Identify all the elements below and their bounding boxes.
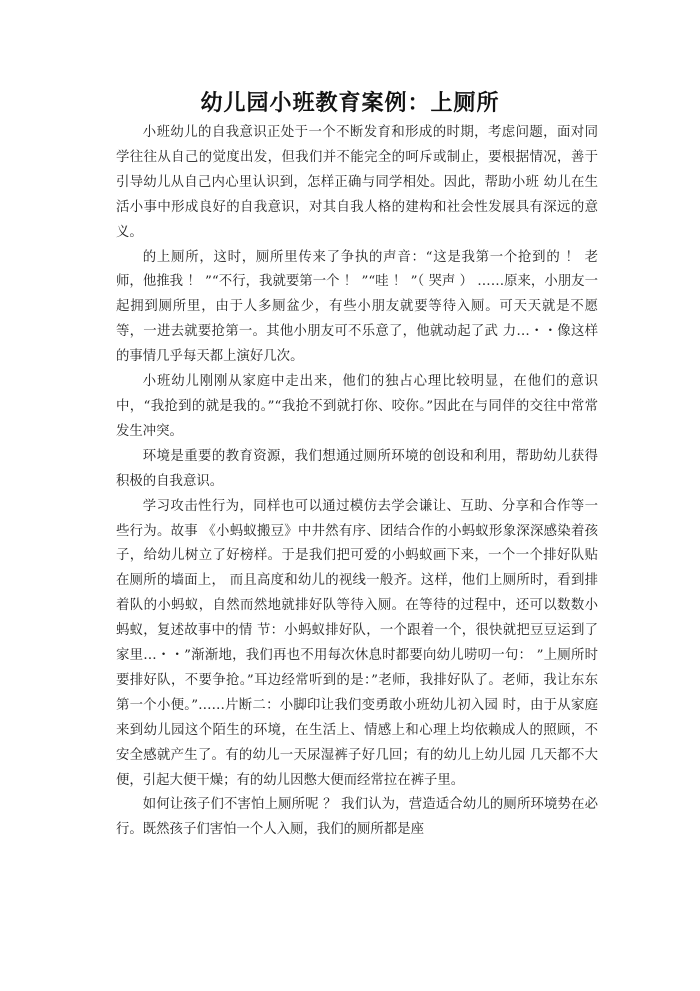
document-body: [116, 121, 598, 843]
paragraph-4: 环境是重要的教育资源，我们想通过厕所环境的创设和利用，帮助幼儿获得积极的自我意识。: [116, 448, 598, 489]
paragraph-5: 学习攻击性行为，同样也可以通过模仿去学会谦让、互助、分享和合作等一些行为。故事 《小蚂蚁搬豆》中井然有序、团结合作的小蚂蚁形象深深感染着孩子，给幼儿树立了好榜样。于是我们把可爱的小蚂蚁画下来，一个一个排好队贴在厕所的墙面上， 而且高度和幼儿的视线一般齐。这样，他们上厕所时，看到排着队的小蚂蚁，自然而然地就排好队等待入厕。在等待的过程中，还可以数数小蚂蚁，复述故事中的情 节：小蚂蚁排好队，一个跟着一个，很快就把豆豆运到了家里…・・”渐渐地，我们再也不用每次休息时都要向幼儿唠叨一句： ”上厕所时要排好队，不要争抢。”耳边经常听到的是：”老师，我排好队了。老师，我让东东第一个小便。”……片断二：小脚印让我们变勇敢小班幼儿初入园 时，由于从家庭来到幼儿园这个陌生的环境，在生活上、情感上和心理上均依赖成人的照顾，不安全感就产生了。有的幼儿一天尿湿裤子好几回；有的幼儿上幼儿园 几天都不大便，引起大便干燥；有的幼儿因憋大便而经常拉在裤子里。: [116, 498, 598, 788]
document-title: 幼儿园小班教育案例：上厕所: [200, 91, 500, 116]
paragraph-3: 小班幼儿刚刚从家庭中走出来，他们的独占心理比较明显，在他们的意识中，“我抢到的就是我的。”“我抢不到就打你、咬你。”因此在与同伴的交往中常常发生冲突。: [116, 374, 598, 439]
paragraph-6: 如何让孩子们不害怕上厕所呢 ？ 我们认为，营造适合幼儿的厕所环境势在必行。既然孩子们害怕一个人入厕，我们的厕所都是座: [116, 797, 598, 838]
paragraph-2: 的上厕所，这时，厕所里传来了争执的声音：“这是我第一个抢到的 ！ 老师，他推我 ！ ”“不行，我就要第一个 ！ ”“哇 ！ ”（ 哭声 ） ……原来，小朋友一起拥到厕所里，由于人多厕盆少，有些小朋友就要等待入厕。可天天就是不愿等，一进去就要抢第一。其他小朋友可不乐意了，他就动起了武 力…・・像这样的事情几乎每天都上演好几次。: [116, 249, 598, 365]
paragraph-1: 小班幼儿的自我意识正处于一个不断发育和形成的时期，考虑问题，面对同学往往从自己的觉度出发，但我们并不能完全的呵斥或制止，要根据情况，善于引导幼儿从自己内心里认识到，怎样正确与同学相处。因此，帮助小班 幼儿在生活小事中形成良好的自我意识，对其自我人格的建构和社会性发展具有深远的意义。: [116, 125, 598, 240]
